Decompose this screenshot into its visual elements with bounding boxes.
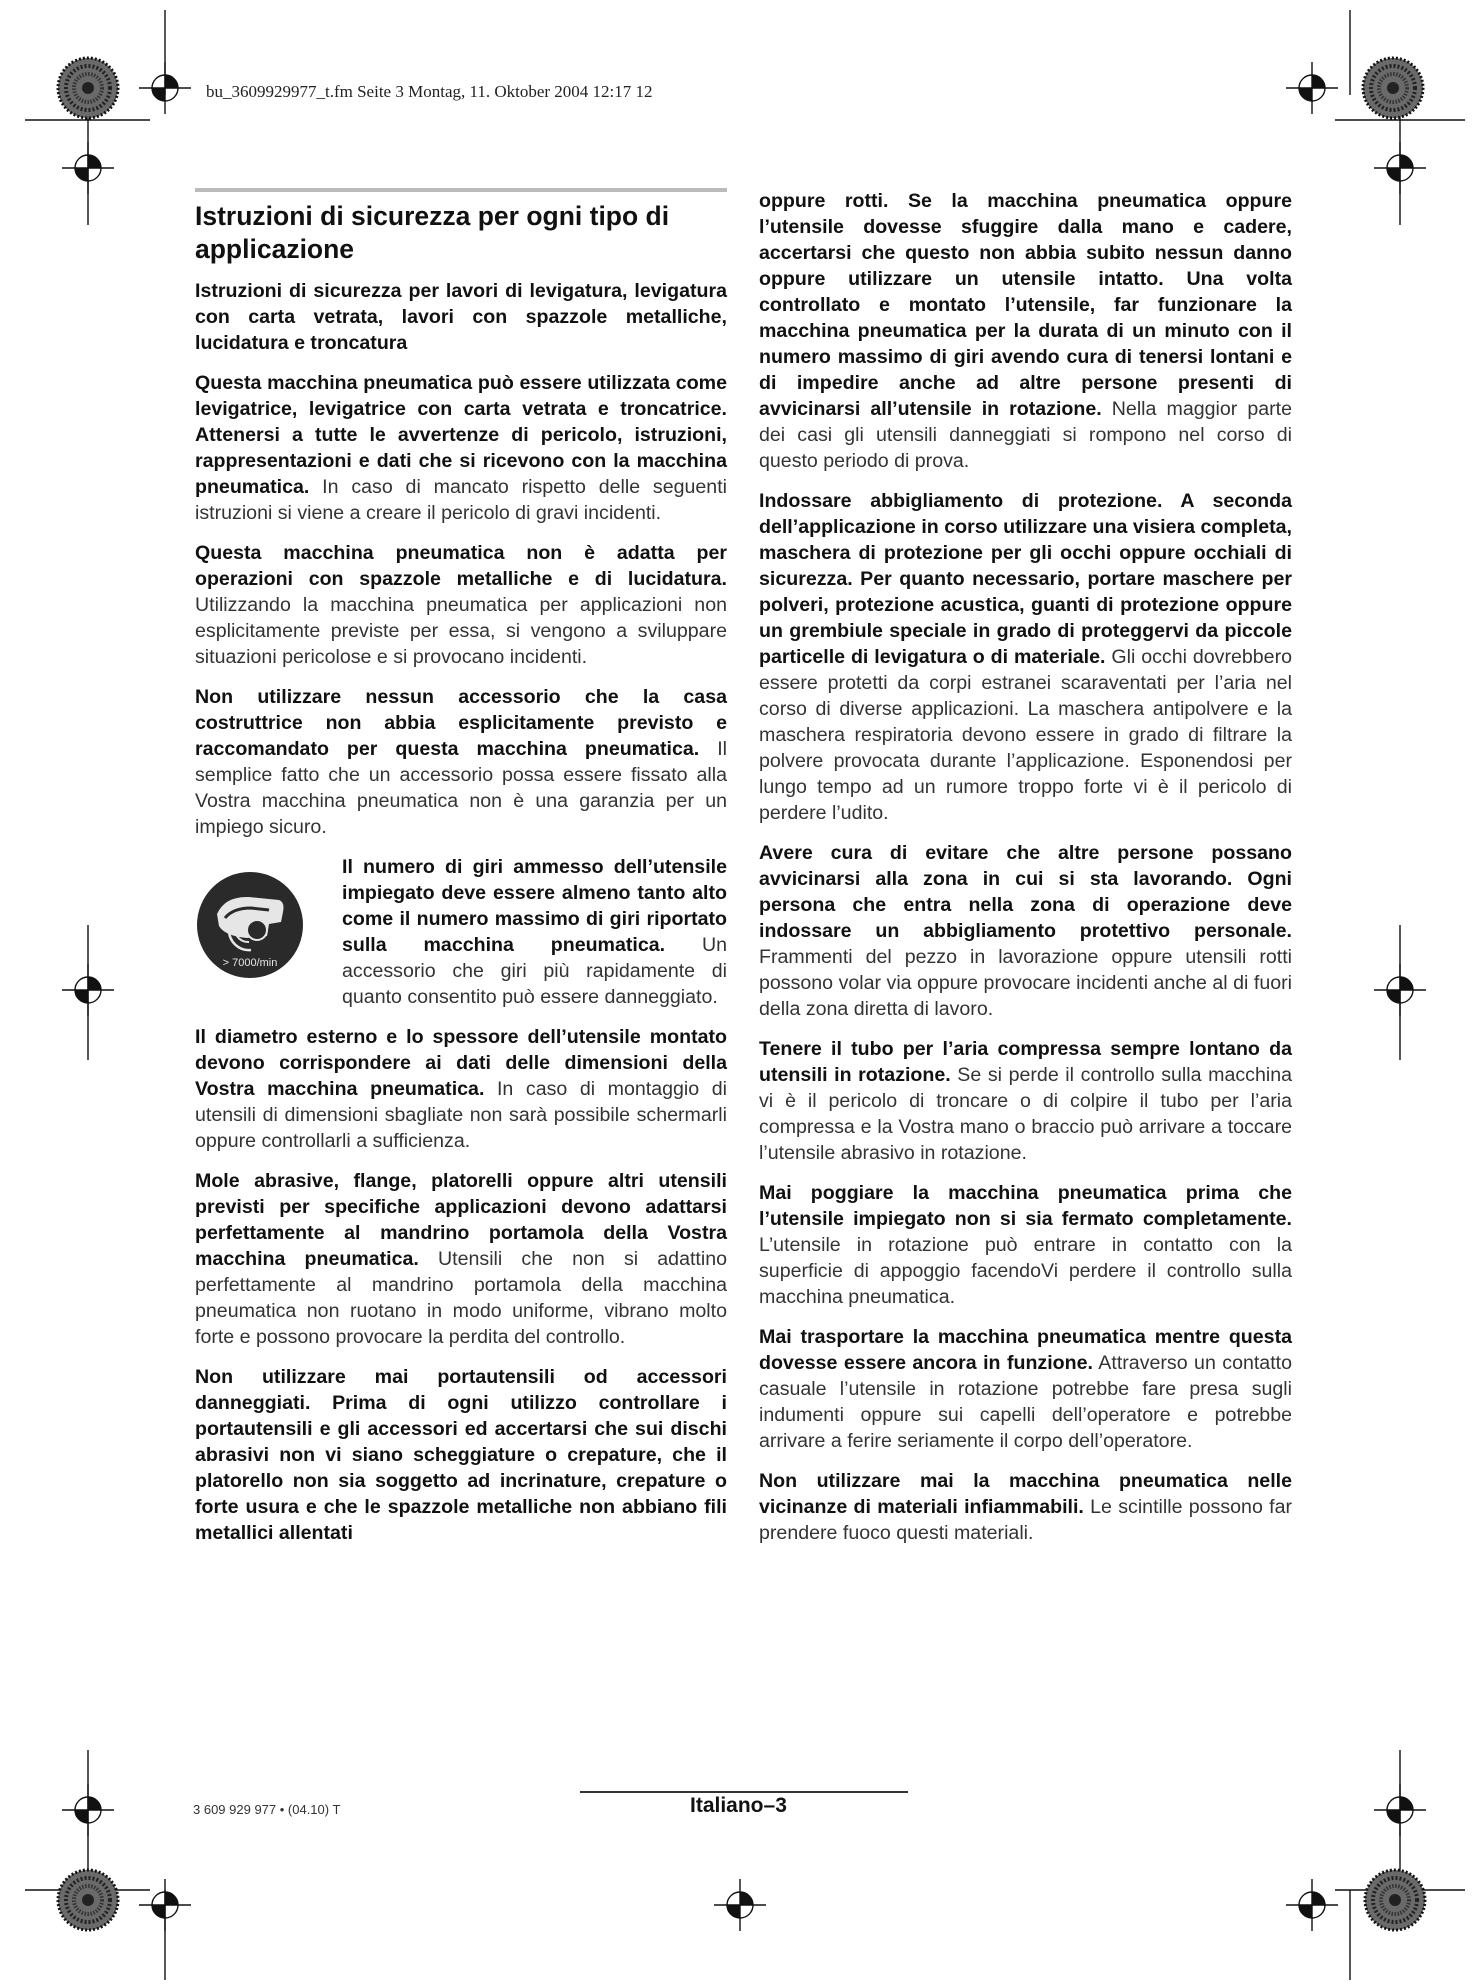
paragraph-test-run — [759, 188, 1292, 474]
paragraph-bold: Mole abrasive, flange, platorelli oppure altri utensili previsti per specifiche applicazioni devono adattarsi perfettamente al mandrino portamola della Vostra macchina pneumatica. — [195, 1170, 727, 1270]
document-number: 3 609 929 977 • (04.10) T — [193, 1802, 341, 1817]
paragraph-protective-gear — [759, 488, 1292, 826]
paragraph-bold: Tenere il tubo per l’aria compressa sempre lontano da utensili in rotazione. — [759, 1038, 1292, 1086]
paragraph-bold: Questa macchina pneumatica può essere utilizzata come levigatrice, levigatrice con carta vetrata e troncatrice. Attenersi a tutte le avvertenze di pericolo, istruzioni, rappresentazioni e dati che si ricevono con la macchina pneumatica. — [195, 372, 727, 498]
paragraph-bold: Non utilizzare mai la macchina pneumatica nelle vicinanze di materiali infiammabili. — [759, 1470, 1292, 1518]
paragraph-normal: Le scintille possono far prendere fuoco questi materiali. — [759, 1496, 1293, 1544]
paragraph-normal: In caso di montaggio di utensili di dimensioni sbagliate non sarà possibile schermarli oppure controllarli a sufficienza. — [195, 1078, 728, 1152]
paragraph-normal: Frammenti del pezzo in lavorazione oppure utensili rotti possono volar via oppure provocare incidenti anche al di fuori della zona diretta di lavoro. — [759, 946, 1292, 1020]
paragraph-air-hose — [759, 1036, 1292, 1166]
paragraph-intro — [195, 370, 727, 526]
rpm-warning-block — [195, 854, 727, 1010]
paragraph-normal: In caso di mancato rispetto delle seguenti istruzioni si viene a creare il pericolo di gravi incidenti. — [195, 476, 727, 524]
section-title: Istruzioni di sicurezza per ogni tipo di applicazione — [195, 201, 670, 264]
paragraph-normal: Il semplice fatto che un accessorio possa essere fissato alla Vostra macchina pneumatica non è una garanzia per un impiego sicuro. — [195, 738, 727, 838]
subheading-text: Istruzioni di sicurezza per lavori di levigatura, levigatura con carta vetrata, lavori con spazzole metalliche, lucidatura e troncatura — [195, 280, 727, 354]
paragraph-bold: Questa macchina pneumatica non è adatta per operazioni con spazzole metalliche e di lucidatura. — [195, 542, 727, 590]
paragraph-damaged-tools — [195, 1364, 727, 1546]
rpm-warning-text — [342, 854, 727, 1010]
paragraph-bold: Mai poggiare la macchina pneumatica prima che l’utensile impiegato non si sia fermato completamente. — [759, 1182, 1292, 1230]
paragraph-bold: Il diametro esterno e lo spessore dell’utensile montato devono corrispondere ai dati delle dimensioni della Vostra macchina pneumatica. — [195, 1026, 727, 1100]
paragraph-normal: Utensili che non si adattino perfettamente al mandrino portamola della macchina pneumatica non ruotano in modo uniforme, vibrano molto forte e possono provocare la perdita del controllo. — [195, 1248, 727, 1348]
right-column — [759, 188, 1292, 1546]
paragraph-bold: Non utilizzare mai portautensili od accessori danneggiati. Prima di ogni utilizzo controllare i portautensili e gli accessori ed accertarsi che sui dischi abrasivi non vi siano scheggiature o crepature, che il platorello non sia soggetto ad incrinature, crepature o forte usura e che le spazzole metalliche non abbiano fili metallici allentati — [195, 1366, 727, 1544]
left-column — [195, 188, 727, 1546]
paragraph-normal: Gli occhi dovrebbero essere protetti da corpi estranei scaraventati per l’aria nel corso di diverse applicazioni. La maschera antipolvere e la maschera respiratoria devono essere in grado di filtrare la polvere provocata durante l’applicazione. Esponendosi per lungo tempo ad un rumore troppo forte vi è il pericolo di perdere l’udito. — [759, 646, 1292, 824]
paragraph-bold: Il numero di giri ammesso dell’utensile impiegato deve essere almeno tanto alto come il numero massimo di giri riportato sulla macchina pneumatica. — [342, 856, 727, 956]
paragraph-bold: Indossare abbigliamento di protezione. A seconda dell’applicazione in corso utilizzare una visiera completa, maschera di protezione per gli occhi oppure occhiali di sicurezza. Per quanto necessario, portare maschere per polveri, protezione acustica, guanti di protezione oppure un grembiule speciale in grado di proteggervi da piccole particelle di levigatura o di materiale. — [759, 490, 1292, 668]
subheading — [195, 278, 727, 356]
paragraph-bold: Mai trasportare la macchina pneumatica mentre questa dovesse essere ancora in funzione. — [759, 1326, 1292, 1374]
paragraph-normal: Nella maggior parte dei casi gli utensili danneggiati si rompono nel corso di questo periodo di prova. — [759, 398, 1293, 472]
title-rule — [195, 188, 727, 192]
rpm-icon-label: > 7000/min — [222, 957, 278, 969]
footer-rule — [580, 1791, 908, 1793]
paragraph-set-down — [759, 1180, 1292, 1310]
paragraph-normal: Un accessorio che giri più rapidamente di quanto consentito può essere danneggiato. — [342, 934, 727, 1008]
paragraph-accessories — [195, 684, 727, 840]
paragraph-not-suitable — [195, 540, 727, 670]
rpm-speed-icon — [195, 870, 305, 980]
paragraph-carrying — [759, 1324, 1292, 1454]
paragraph-bold: Non utilizzare nessun accessorio che la casa costruttrice non abbia esplicitamente previsto e raccomandato per questa macchina pneumatica. — [195, 686, 727, 760]
paragraph-diameter — [195, 1024, 727, 1154]
paragraph-flammable — [759, 1468, 1292, 1546]
paragraph-fit — [195, 1168, 727, 1350]
page-number: Italiano–3 — [690, 1794, 787, 1817]
paragraph-normal: L’utensile in rotazione può entrare in contatto con la superficie di appoggio facendoVi perdere il controllo sulla macchina pneumatica. — [759, 1234, 1292, 1308]
paragraph-normal: Attraverso un contatto casuale l’utensile in rotazione potrebbe fare presa sugli indumenti oppure sui capelli dell’operatore e potrebbe arrivare a ferire seriamente il corpo dell’operatore. — [759, 1352, 1292, 1452]
paragraph-bold: oppure rotti. Se la macchina pneumatica oppure l’utensile dovesse sfuggire dalla mano e cadere, accertarsi che questo non abbia subito nessun danno oppure utilizzare un utensile intatto. Una volta controllato e montato l’utensile, far funzionare la macchina pneumatica per la durata di un minuto con il numero massimo di giri avendo cura di tenersi lontani e di impedire anche ad altre persone presenti di avvicinarsi all’utensile in rotazione. — [759, 190, 1292, 420]
paragraph-bystanders — [759, 840, 1292, 1022]
print-slug: bu_3609929977_t.fm Seite 3 Montag, 11. Oktober 2004 12:17 12 — [206, 82, 653, 101]
paragraph-normal: Se si perde il controllo sulla macchina vi è il pericolo di troncare o di colpire il tubo per l’aria compressa e la Vostra mano o braccio può arrivare a toccare l’utensile abrasivo in rotazione. — [759, 1064, 1292, 1164]
paragraph-bold: Avere cura di evitare che altre persone possano avvicinarsi alla zona in cui si sta lavorando. Ogni persona che entra nella zona di operazione deve indossare un abbigliamento protettivo personale. — [759, 842, 1292, 942]
paragraph-normal: Utilizzando la macchina pneumatica per applicazioni non esplicitamente previste per essa, si vengono a sviluppare situazioni pericolose e si provocano incidenti. — [195, 594, 727, 668]
